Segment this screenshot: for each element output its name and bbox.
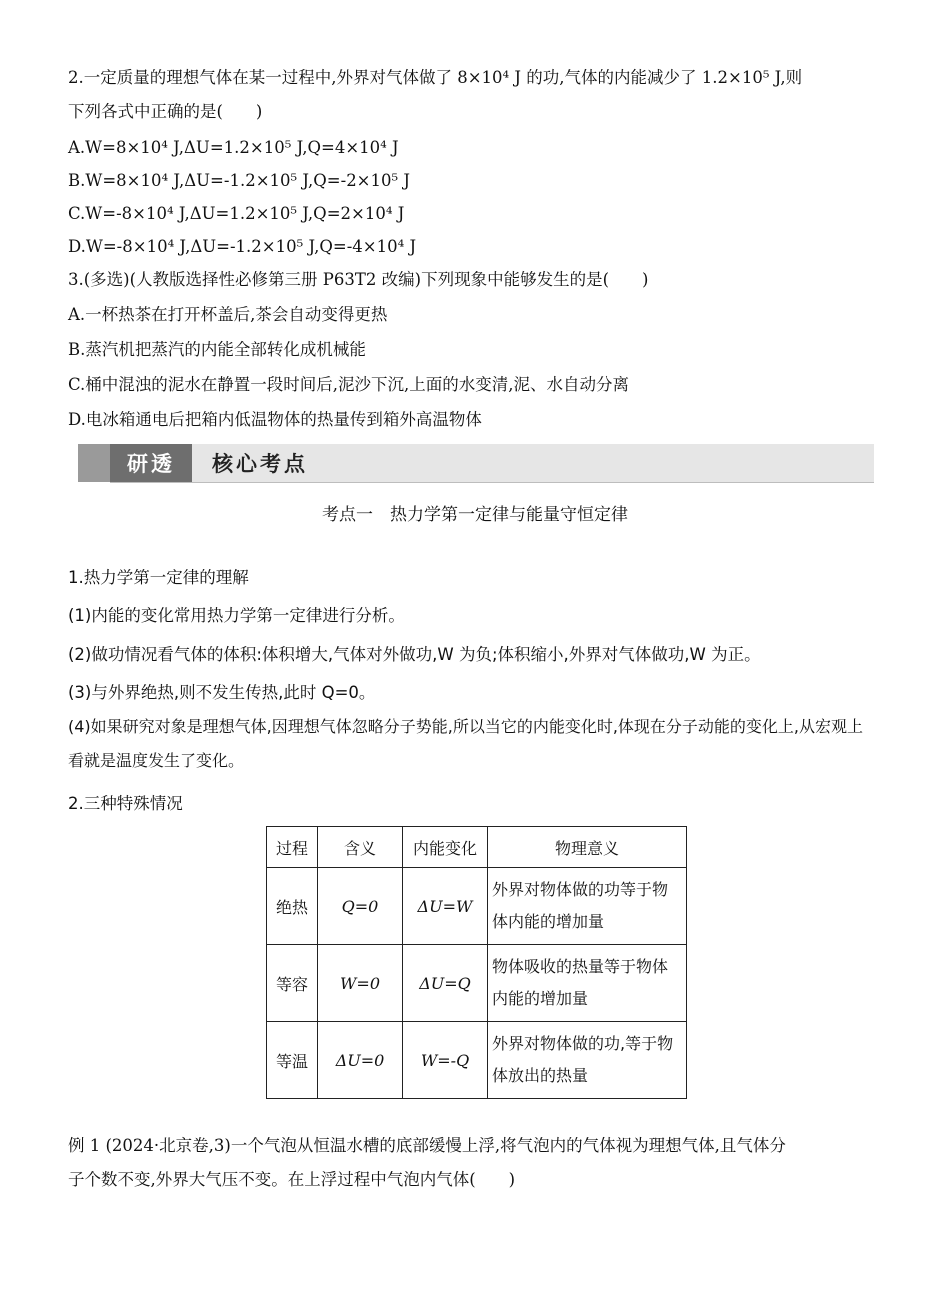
table-cell: ΔU=0 [318, 1022, 403, 1099]
part1-item-3: (3)与外界绝热,则不发生传热,此时 Q=0。 [68, 683, 376, 702]
example1-line1: 例 1 (2024·北京卷,3)一个气泡从恒温水槽的底部缓慢上浮,将气泡内的气体视为理想气体,且气体分 [68, 1136, 786, 1155]
example1-line2: 子个数不变,外界大气压不变。在上浮过程中气泡内气体( ) [68, 1170, 516, 1189]
part2-heading: 2.三种特殊情况 [68, 794, 183, 813]
table-header-cell: 内能变化 [403, 827, 488, 868]
banner-tab: 研透 [110, 444, 192, 482]
q2-stem-line1: 2.一定质量的理想气体在某一过程中,外界对气体做了 8×10⁴ J 的功,气体的内能减少了 1.2×10⁵ J,则 [68, 68, 803, 87]
table-header-cell: 物理意义 [488, 827, 687, 868]
table-cell: ΔU=W [403, 868, 488, 945]
table-cell: W=-Q [403, 1022, 488, 1099]
q3-option-b: B.蒸汽机把蒸汽的内能全部转化成机械能 [68, 340, 366, 359]
table-cell: ΔU=Q [403, 945, 488, 1022]
special-cases-table [266, 826, 687, 1099]
table-cell: Q=0 [318, 868, 403, 945]
table-row [267, 1022, 687, 1099]
q3-option-c: C.桶中混浊的泥水在静置一段时间后,泥沙下沉,上面的水变清,泥、水自动分离 [68, 375, 630, 394]
part1-heading: 1.热力学第一定律的理解 [68, 568, 249, 587]
table-cell: 等温 [267, 1022, 318, 1099]
q2-option-b: B.W=8×10⁴ J,ΔU=-1.2×10⁵ J,Q=-2×10⁵ J [68, 171, 410, 190]
q3-stem: 3.(多选)(人教版选择性必修第三册 P63T2 改编)下列现象中能够发生的是( ) [68, 270, 649, 289]
q3-option-a: A.一杯热茶在打开杯盖后,茶会自动变得更热 [68, 305, 388, 324]
part1-item-1: (1)内能的变化常用热力学第一定律进行分析。 [68, 606, 405, 625]
table-cell: W=0 [318, 945, 403, 1022]
table-cell: 等容 [267, 945, 318, 1022]
table-row [267, 945, 687, 1022]
q2-option-a: A.W=8×10⁴ J,ΔU=1.2×10⁵ J,Q=4×10⁴ J [68, 138, 399, 157]
banner-accent [78, 444, 110, 482]
q2-option-c: C.W=-8×10⁴ J,ΔU=1.2×10⁵ J,Q=2×10⁴ J [68, 204, 405, 223]
q2-stem-line2: 下列各式中正确的是( ) [68, 102, 263, 121]
table-cell: 外界对物体做的功,等于物体放出的热量 [488, 1022, 687, 1099]
part1-item-2: (2)做功情况看气体的体积:体积增大,气体对外做功,W 为负;体积缩小,外界对气体做功,W 为正。 [68, 645, 761, 664]
table-header-row [267, 827, 687, 868]
part1-item-4: (4)如果研究对象是理想气体,因理想气体忽略分子势能,所以当它的内能变化时,体现在分子动能的变化上,从宏观上看就是温度发生了变化。 [68, 717, 864, 770]
table-cell: 绝热 [267, 868, 318, 945]
table-cell: 外界对物体做的功等于物体内能的增加量 [488, 868, 687, 945]
table-header-cell: 含义 [318, 827, 403, 868]
table-row [267, 868, 687, 945]
section-title: 考点一 热力学第一定律与能量守恒定律 [322, 505, 628, 525]
q2-option-d: D.W=-8×10⁴ J,ΔU=-1.2×10⁵ J,Q=-4×10⁴ J [68, 237, 417, 256]
q3-option-d: D.电冰箱通电后把箱内低温物体的热量传到箱外高温物体 [68, 410, 482, 429]
table-cell: 物体吸收的热量等于物体内能的增加量 [488, 945, 687, 1022]
banner-title: 核心考点 [212, 452, 308, 476]
section-banner [78, 444, 874, 484]
table-header-cell: 过程 [267, 827, 318, 868]
